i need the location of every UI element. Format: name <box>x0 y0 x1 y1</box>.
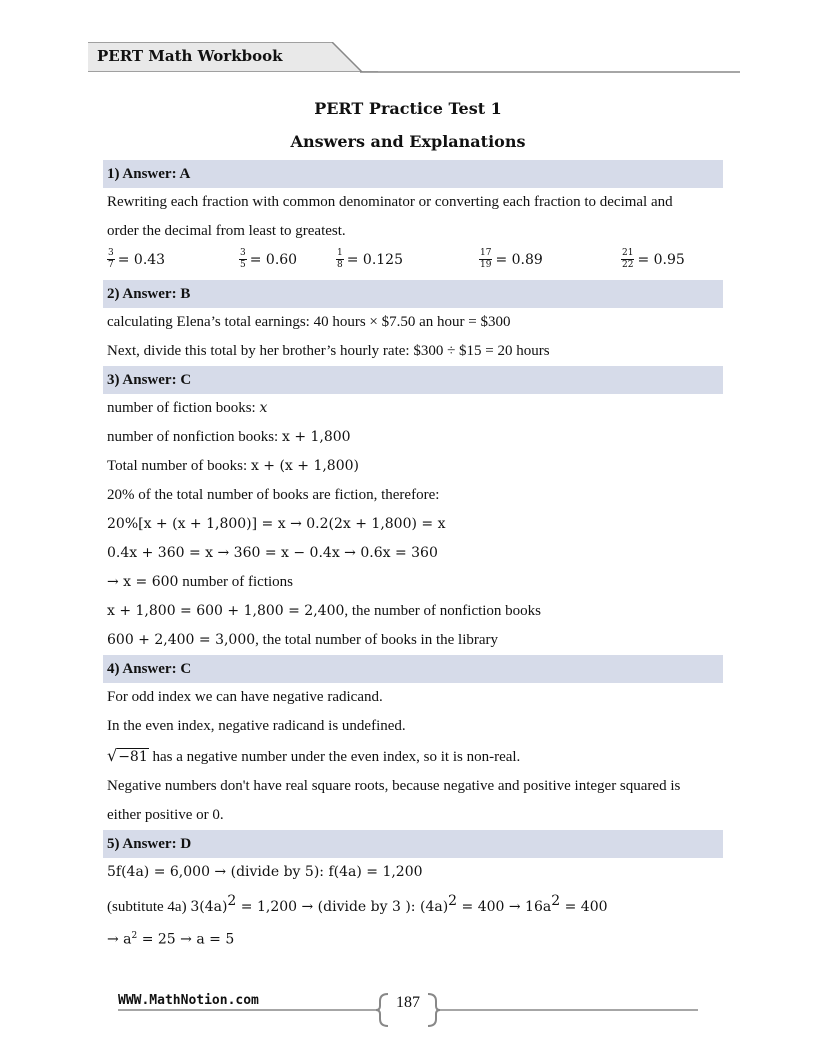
fraction-item: $\frac{3}{5}$ = 0.60 <box>240 248 298 270</box>
answer-4-line-3: √−81 has a negative number under the even index, so it is non-real. <box>103 741 723 772</box>
answer-5-line-2: (subtitute 4a) $3(4a)^2 = 1,200$ → (divide by 3 ): $(4a)^2 = 400 \to 16a^2 = 400$ <box>107 893 608 915</box>
answer-3-line-3: Total number of books: x + (x + 1,800) <box>107 458 359 474</box>
answers-content <box>103 160 723 955</box>
answer-3-line-5: 20%[x + (x + 1,800)] = x → 0.2(2x + 1,800) = x <box>107 516 446 532</box>
answer-1-header: 1) Answer: A <box>103 160 723 188</box>
fraction-item: $\frac{3}{7}$ = 0.43 <box>108 248 166 270</box>
answer-4-line-5: either positive or 0. <box>107 807 224 823</box>
footer-url: WWW.MathNotion.com <box>118 993 259 1008</box>
answer-4-line-4: Negative numbers don't have real square roots, because negative and positive integer squared is <box>107 778 681 794</box>
answer-3-line-6: 0.4x + 360 = x → 360 = x − 0.4x → 0.6x = 360 <box>107 545 438 561</box>
page-title: PERT Practice Test 1 <box>314 99 502 118</box>
answer-2-line-1: calculating Elena’s total earnings: 40 hours × $7.50 an hour = $300 <box>107 314 511 330</box>
answer-3-line-7: → x = 600 number of fictions <box>107 574 293 590</box>
fraction-item: $\frac{1}{8}$ = 0.125 <box>337 248 403 270</box>
answer-3-line-2: number of nonfiction books: x + 1,800 <box>107 429 351 445</box>
answer-4-line-2: In the even index, negative radicand is undefined. <box>107 718 406 734</box>
page-number: 187 <box>396 994 420 1011</box>
answer-5-line-1: 5f(4a) = 6,000 → (divide by 5): f(4a) = 1,200 <box>107 864 423 880</box>
answer-1-line-1: Rewriting each fraction with common denominator or converting each fraction to decimal and <box>107 194 673 210</box>
answer-4-line-1: For odd index we can have negative radicand. <box>107 689 383 705</box>
answer-3-header: 3) Answer: C <box>103 366 723 394</box>
fraction-item: $\frac{17}{19}$ = 0.89 <box>480 248 543 270</box>
square-root-expression: √−81 <box>107 746 148 765</box>
page-subtitle: Answers and Explanations <box>290 132 526 151</box>
answer-2-header: 2) Answer: B <box>103 280 723 308</box>
answer-1-fractions <box>103 246 723 280</box>
header-rule <box>360 70 740 74</box>
answer-1-line-2: order the decimal from least to greatest. <box>107 223 346 239</box>
fraction-item: $\frac{21}{22}$ = 0.95 <box>622 248 685 270</box>
answer-3-line-1: number of fiction books: x <box>107 400 268 416</box>
header-title: PERT Math Workbook <box>97 47 283 65</box>
answer-5-line-3: → $a^2 = 25 \to a = 5$ <box>107 931 235 948</box>
answer-3-line-4: 20% of the total number of books are fiction, therefore: <box>107 487 440 503</box>
answer-3-line-8: x + 1,800 = 600 + 1,800 = 2,400, the number of nonfiction books <box>107 603 542 619</box>
answer-4-header: 4) Answer: C <box>103 655 723 683</box>
answer-2-line-2: Next, divide this total by her brother’s hourly rate: $300 ÷ $15 = 20 hours <box>107 343 550 359</box>
answer-5-header: 5) Answer: D <box>103 830 723 858</box>
answer-3-line-9: 600 + 2,400 = 3,000, the total number of books in the library <box>107 632 499 648</box>
